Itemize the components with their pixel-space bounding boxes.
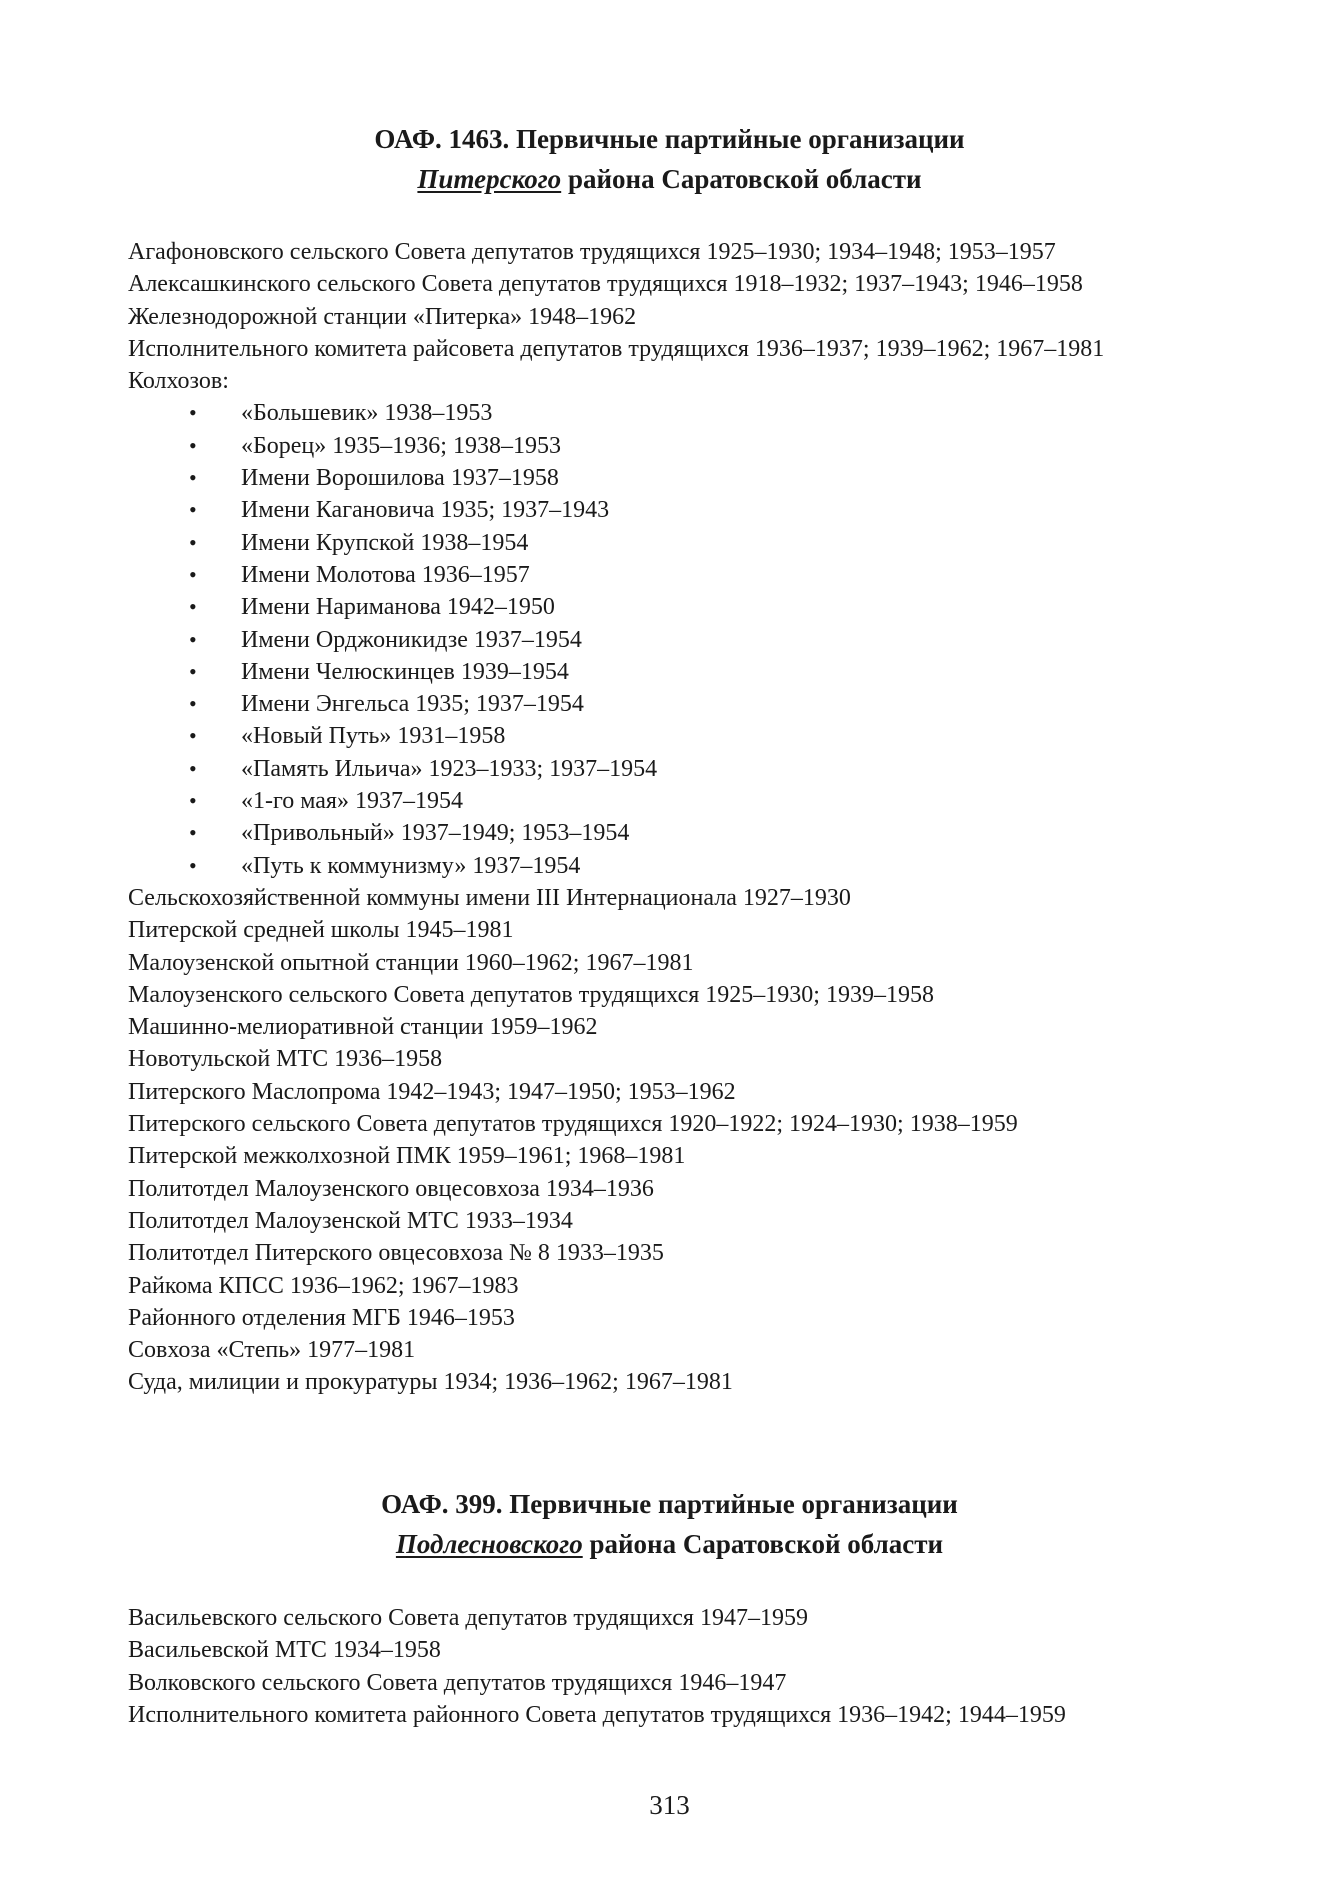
list-item: Волковского сельского Совета депутатов трудящихся 1946–1947 bbox=[128, 1669, 787, 1696]
kolkhoz-text: Имени Орджоникидзе 1937–1954 bbox=[241, 626, 582, 653]
kolkhoz-text: Имени Кагановича 1935; 1937–1943 bbox=[241, 497, 610, 524]
bullet-icon: • bbox=[189, 691, 197, 717]
section2-district-name: Подлесновского bbox=[395, 1529, 583, 1559]
bullet-icon: • bbox=[189, 561, 197, 587]
kolkhoz-item bbox=[128, 753, 1258, 785]
list-item: Питерской межколхозной ПМК 1959–1961; 1968–1981 bbox=[128, 1143, 686, 1170]
kolkhoz-item bbox=[128, 850, 1258, 882]
kolkhoz-item bbox=[128, 817, 1258, 849]
kolkhoz-text: «Большевик» 1938–1953 bbox=[241, 400, 493, 427]
section1-title-line2 bbox=[0, 159, 1339, 199]
section2-entry-list bbox=[128, 1602, 1258, 1731]
kolkhoz-item bbox=[128, 656, 1258, 688]
section1-entry-list bbox=[128, 236, 1258, 1399]
section1-heading bbox=[0, 119, 1339, 199]
kolkhoz-item bbox=[128, 720, 1258, 752]
bullet-icon: • bbox=[189, 788, 197, 814]
kolkhoz-list-container bbox=[128, 397, 1258, 881]
list-item: Питерской средней школы 1945–1981 bbox=[128, 917, 514, 944]
list-item: Политотдел Малоузенского овцесовхоза 1934–1936 bbox=[128, 1175, 654, 1202]
kolkhoz-item bbox=[128, 591, 1258, 623]
kolkhoz-item bbox=[128, 494, 1258, 526]
kolkhoz-text: «Путь к коммунизму» 1937–1954 bbox=[241, 852, 581, 879]
bullet-icon: • bbox=[189, 400, 197, 426]
bullet-icon: • bbox=[189, 594, 197, 620]
list-item: Железнодорожной станции «Питерка» 1948–1962 bbox=[128, 303, 637, 330]
kolkhoz-text: «1-го мая» 1937–1954 bbox=[241, 788, 463, 815]
kolkhoz-item bbox=[128, 559, 1258, 591]
bullet-icon: • bbox=[189, 723, 197, 749]
bullet-icon: • bbox=[189, 658, 197, 684]
list-item: Сельскохозяйственной коммуны имени III Интернационала 1927–1930 bbox=[128, 884, 851, 911]
list-item: Политотдел Малоузенской МТС 1933–1934 bbox=[128, 1207, 573, 1234]
kolkhoz-text: Имени Крупской 1938–1954 bbox=[241, 529, 529, 556]
kolkhoz-item bbox=[128, 397, 1258, 429]
list-item: Васильевского сельского Совета депутатов трудящихся 1947–1959 bbox=[128, 1605, 808, 1631]
bullet-icon: • bbox=[189, 626, 197, 652]
section2-heading bbox=[0, 1484, 1339, 1564]
page-number: 313 bbox=[649, 1790, 690, 1820]
kolkhoz-item bbox=[128, 527, 1258, 559]
kolkhoz-text: «Борец» 1935–1936; 1938–1953 bbox=[241, 432, 561, 459]
bullet-icon: • bbox=[189, 432, 197, 458]
list-item: Малоузенского сельского Совета депутатов трудящихся 1925–1930; 1939–1958 bbox=[128, 981, 934, 1008]
kolkhoz-text: Имени Молотова 1936–1957 bbox=[241, 561, 530, 588]
kolkhoz-text: Имени Нариманова 1942–1950 bbox=[241, 594, 555, 621]
list-item: Новотульской МТС 1936–1958 bbox=[128, 1046, 443, 1073]
list-item: Малоузенской опытной станции 1960–1962; 1967–1981 bbox=[128, 949, 694, 976]
kolkhoz-item bbox=[128, 462, 1258, 494]
list-item: Совхоза «Степь» 1977–1981 bbox=[128, 1337, 416, 1364]
section2-title-line1: ОАФ. 399. Первичные партийные организации bbox=[381, 1489, 958, 1519]
bullet-icon: • bbox=[189, 755, 197, 781]
kolkhoz-text: Имени Челюскинцев 1939–1954 bbox=[241, 658, 569, 685]
list-item: Васильевской МТС 1934–1958 bbox=[128, 1637, 441, 1664]
list-item: Агафоновского сельского Совета депутатов трудящихся 1925–1930; 1934–1948; 1953–1957 bbox=[128, 239, 1056, 265]
kolkhoz-text: «Новый Путь» 1931–1958 bbox=[241, 723, 506, 750]
kolkhoz-text: Имени Энгельса 1935; 1937–1954 bbox=[241, 691, 584, 718]
list-item: Райкома КПСС 1936–1962; 1967–1983 bbox=[128, 1272, 519, 1299]
bullet-icon: • bbox=[189, 465, 197, 491]
section1-title-line2-rest: района Саратовской области bbox=[561, 164, 922, 194]
kolkhoz-item bbox=[128, 430, 1258, 462]
kolkhoz-text: «Привольный» 1937–1949; 1953–1954 bbox=[241, 820, 630, 847]
list-item: Районного отделения МГБ 1946–1953 bbox=[128, 1304, 515, 1331]
section2-title-line2-rest: района Саратовской области bbox=[582, 1529, 944, 1559]
section1-title-line1: ОАФ. 1463. Первичные партийные организации bbox=[374, 124, 965, 154]
list-item: Питерского Маслопрома 1942–1943; 1947–1950; 1953–1962 bbox=[128, 1078, 736, 1105]
kolkhoz-list bbox=[128, 397, 1258, 881]
kolkhozes-label: Колхозов: bbox=[128, 368, 229, 395]
list-item: Исполнительного комитета райсовета депутатов трудящихся 1936–1937; 1939–1962; 1967–1981 bbox=[128, 335, 1105, 362]
bullet-icon: • bbox=[189, 852, 197, 878]
list-item: Исполнительного комитета районного Совета депутатов трудящихся 1936–1942; 1944–1959 bbox=[128, 1701, 1066, 1728]
kolkhoz-item bbox=[128, 688, 1258, 720]
list-item: Машинно-мелиоративной станции 1959–1962 bbox=[128, 1014, 598, 1041]
section2-title-line2 bbox=[0, 1524, 1339, 1564]
kolkhoz-text: Имени Ворошилова 1937–1958 bbox=[241, 465, 559, 492]
kolkhoz-item bbox=[128, 785, 1258, 817]
list-item: Питерского сельского Совета депутатов трудящихся 1920–1922; 1924–1930; 1938–1959 bbox=[128, 1111, 1018, 1138]
kolkhoz-item bbox=[128, 624, 1258, 656]
section1-district-name: Питерского bbox=[417, 164, 562, 194]
bullet-icon: • bbox=[189, 820, 197, 846]
list-item: Суда, милиции и прокуратуры 1934; 1936–1962; 1967–1981 bbox=[128, 1369, 733, 1396]
list-item: Политотдел Питерского овцесовхоза № 8 1933–1935 bbox=[128, 1240, 664, 1267]
list-item: Алексашкинского сельского Совета депутатов трудящихся 1918–1932; 1937–1943; 1946–1958 bbox=[128, 271, 1083, 298]
kolkhoz-text: «Память Ильича» 1923–1933; 1937–1954 bbox=[241, 755, 658, 782]
bullet-icon: • bbox=[189, 497, 197, 523]
bullet-icon: • bbox=[189, 529, 197, 555]
